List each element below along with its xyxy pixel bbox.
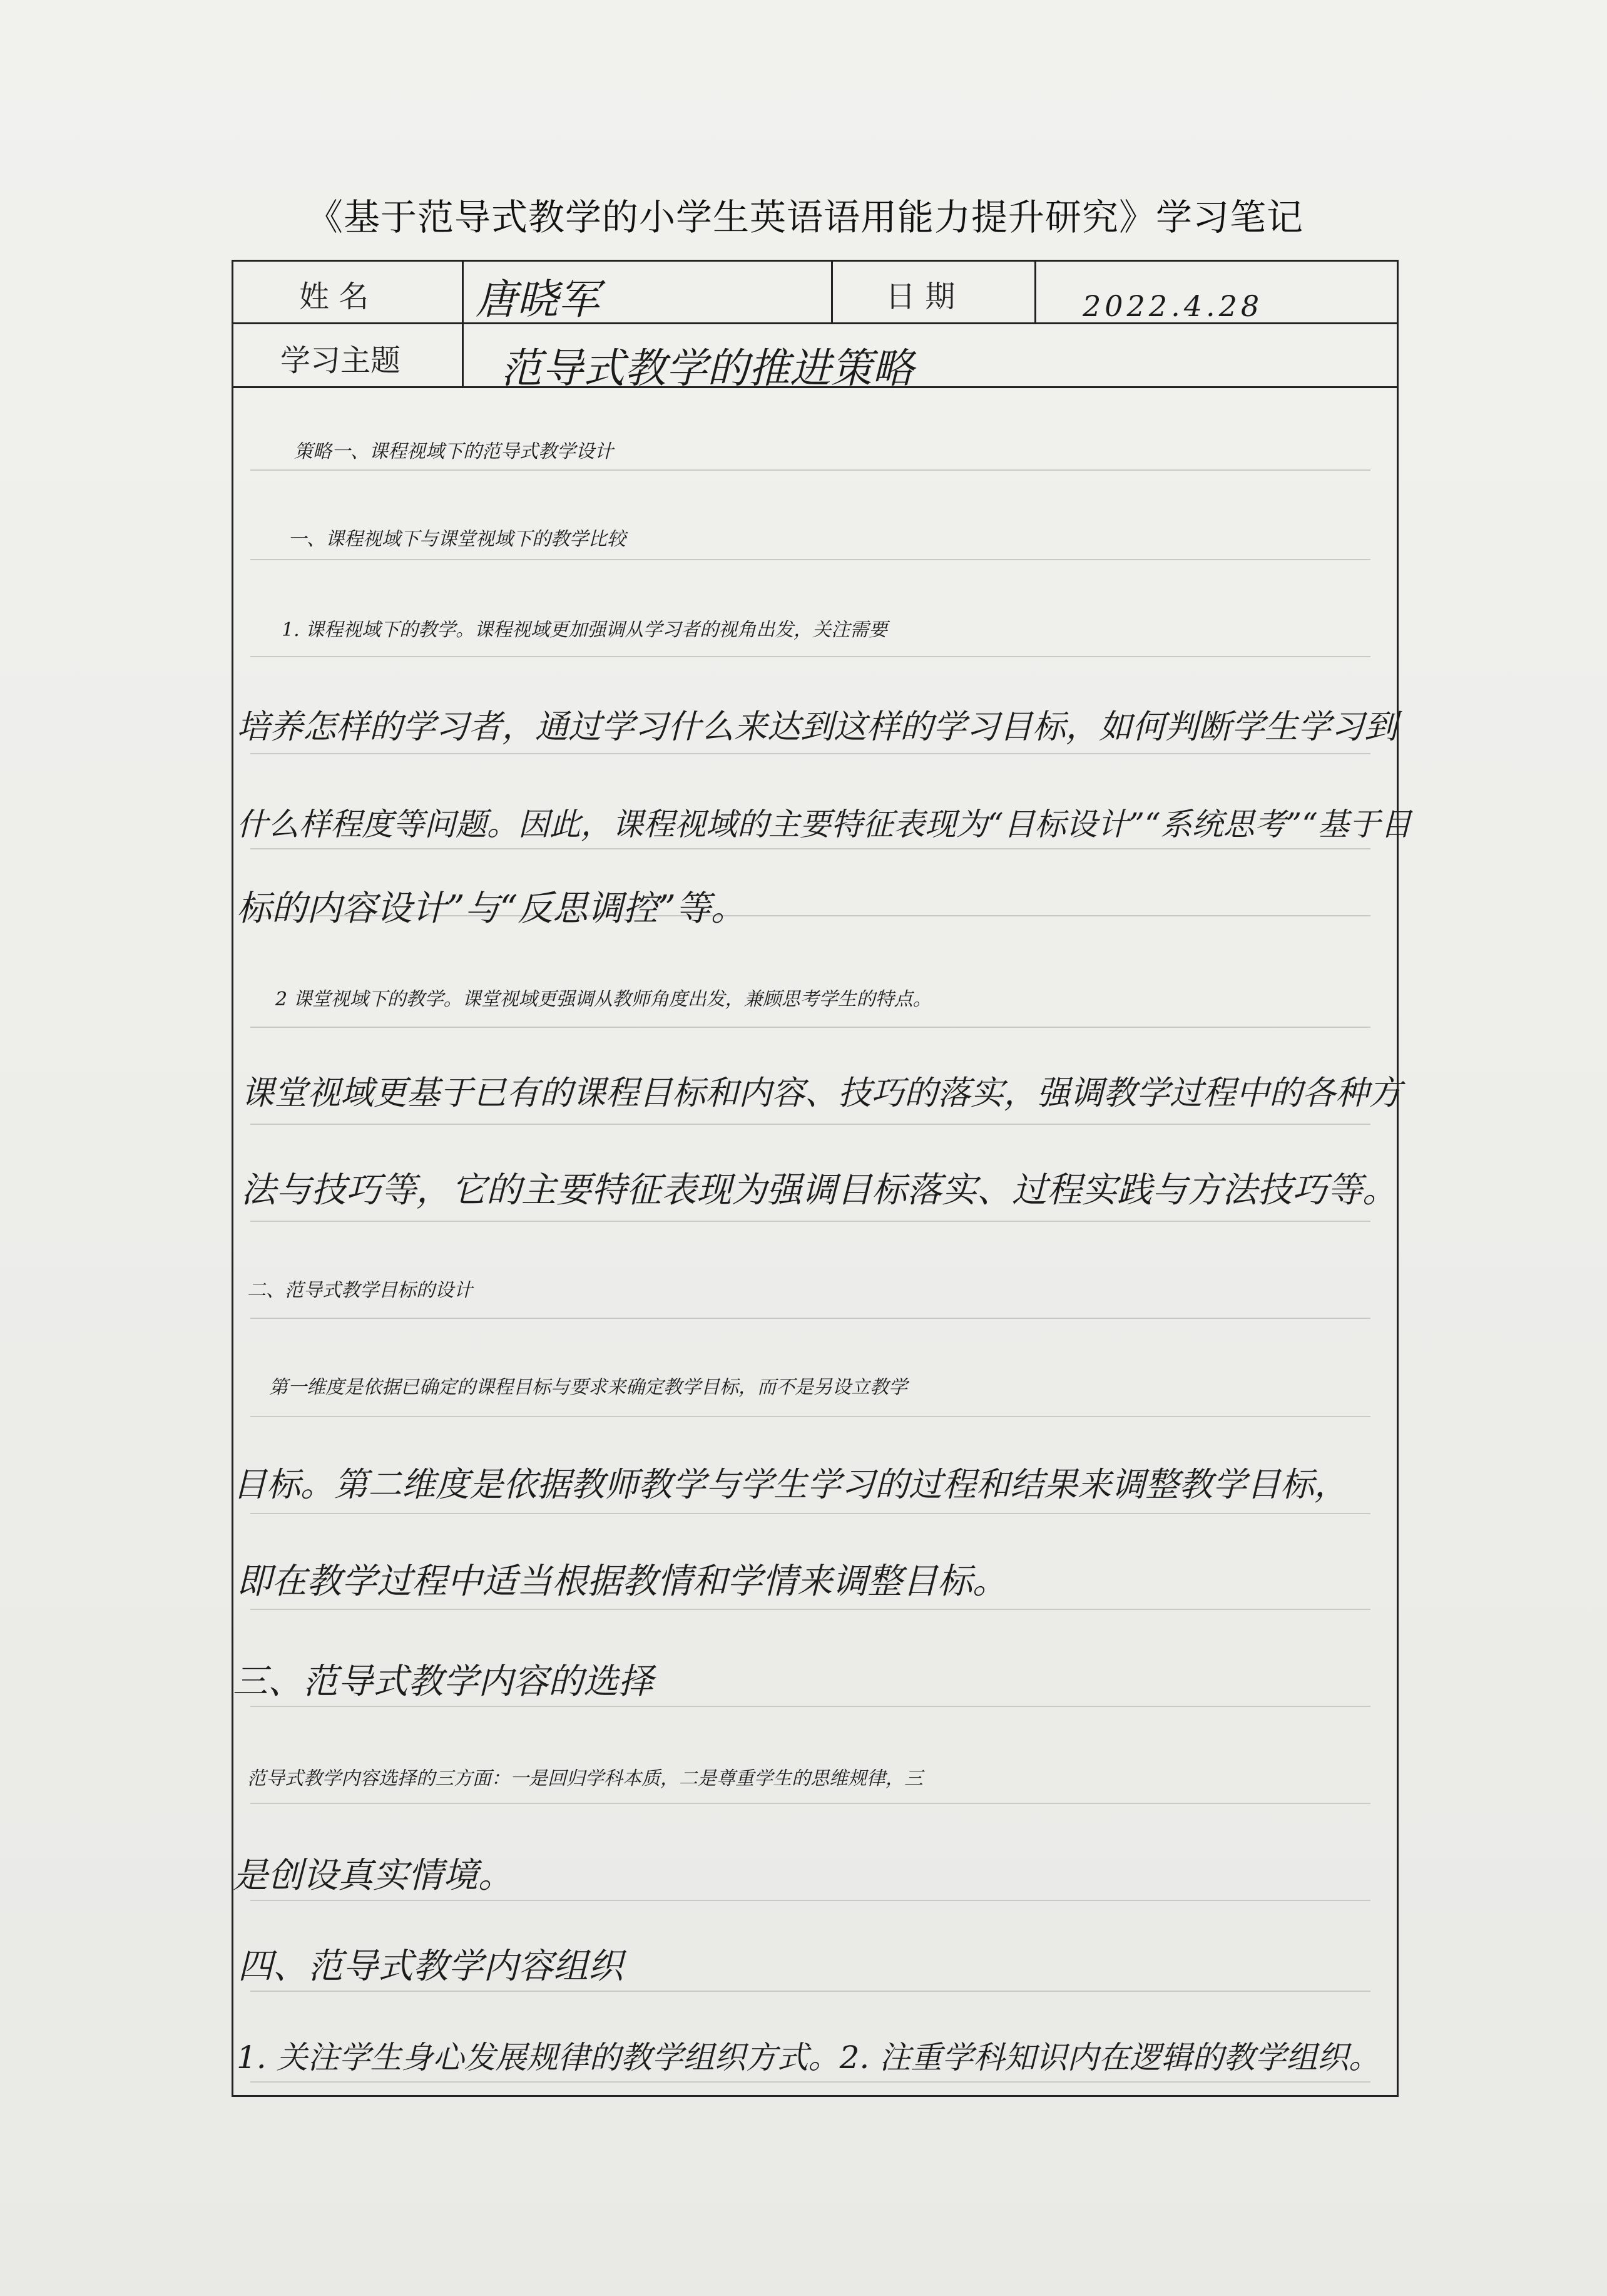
ruled-line (250, 1221, 1370, 1222)
note-line: 培养怎样的学习者，通过学习什么来达到这样的学习目标，如何判断学生学习到 (237, 708, 1397, 746)
note-line: 课堂视域更基于已有的课程目标和内容、技巧的落实，强调教学过程中的各种方 (241, 1074, 1402, 1112)
ruled-line (250, 656, 1370, 657)
note-line: 什么样程度等问题。因此，课程视域的主要特征表现为“目标设计”“系统思考”“基于目 (237, 806, 1412, 843)
ruled-line (250, 1609, 1370, 1610)
ruled-line (250, 1706, 1370, 1707)
name-label: 姓 名 (299, 279, 369, 314)
ruled-line (250, 1124, 1370, 1125)
ruled-line (250, 753, 1370, 754)
topic-value: 范导式教学的推进策略 (501, 344, 914, 392)
topic-label: 学习主题 (280, 343, 401, 378)
ruled-line (250, 2081, 1370, 2083)
date-value: 2022.4.28 (1083, 289, 1263, 323)
note-line: 第一维度是依据已确定的课程目标与要求来确定教学目标，而不是另设立教学 (269, 1376, 907, 1398)
ruled-line (250, 1027, 1370, 1028)
note-line: 是创设真实情境。 (233, 1855, 513, 1896)
ruled-line (250, 1416, 1370, 1417)
note-line: 2 课堂视域下的教学。课堂视域更强调从教师角度出发，兼顾思考学生的特点。 (275, 988, 932, 1010)
note-line: 一、课程视域下与课堂视域下的教学比较 (288, 528, 626, 550)
date-label: 日 期 (885, 279, 956, 314)
note-line: 策略一、课程视域下的范导式教学设计 (294, 441, 613, 463)
ruled-line (250, 1513, 1370, 1514)
note-line: 三、范导式教学内容的选择 (233, 1661, 653, 1702)
page-title: 《基于范导式教学的小学生英语语用能力提升研究》学习笔记 (307, 196, 1304, 238)
note-line: 1. 关注学生身心发展规律的教学组织方式。2. 注重学科知识内在逻辑的教学组织。 (237, 2039, 1380, 2076)
ruled-line (250, 1803, 1370, 1804)
ruled-line (250, 1991, 1370, 1992)
note-line: 四、范导式教学内容组织 (238, 1946, 623, 1987)
name-value: 唐晓军 (476, 275, 599, 324)
note-line: 1. 课程视域下的教学。课程视域更加强调从学习者的视角出发，关注需要 (282, 619, 888, 641)
ruled-line (250, 1900, 1370, 1901)
ruled-line (250, 848, 1370, 849)
date-label-right-divider (1034, 260, 1036, 322)
label-column-divider (462, 260, 464, 386)
note-line: 即在教学过程中适当根据教情和学情来调整目标。 (237, 1561, 1008, 1602)
date-label-left-divider (831, 260, 833, 322)
ruled-line (250, 1318, 1370, 1319)
note-line: 二、范导式教学目标的设计 (247, 1279, 472, 1301)
note-line: 目标。第二维度是依据教师教学与学生学习的过程和结果来调整教学目标， (233, 1465, 1348, 1504)
note-line: 范导式教学内容选择的三方面：一是回归学科本质，二是尊重学生的思维规律，三 (247, 1768, 923, 1790)
note-line: 标的内容设计”与“反思调控”等。 (237, 888, 746, 929)
note-line: 法与技巧等，它的主要特征表现为强调目标落实、过程实践与方法技巧等。 (241, 1170, 1397, 1211)
